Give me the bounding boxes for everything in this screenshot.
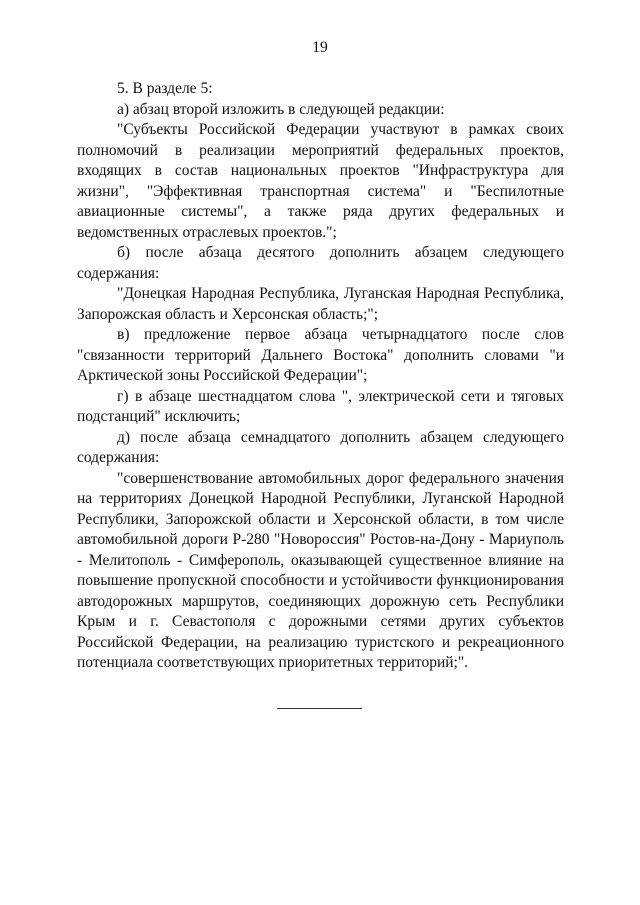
item-d: д) после абзаца семнадцатого дополнить абзацем следующего содержания: (77, 428, 564, 466)
item-v: в) предложение первое абзаца четырнадцатого после слов "связанности территорий Дальнего Востока" дополнить словами "и Арктической зоны Российской Федерации"; (77, 326, 564, 384)
item-d-text: "совершенствование автомобильных дорог федерального значения на территориях Донецкой Народной Республики, Луганской Народной Республики, Запорожской области и Херсонской области, в том числе автомобильной дороги Р-280 "Новороссия" Ростов-на-Дону - Мариуполь - Мелитополь - Симферополь, оказывающей существенное влияние на повышение пропускной способности и устойчивости функционирования автодорожных маршрутов, соединяющих дорожную сеть Республики Крым и г. Севастополя с дорожными сетями других субъектов Российской Федерации, на реализацию туристского и рекреационного потенциала соответствующих приоритетных территорий;". (77, 469, 564, 671)
section-heading: 5. В разделе 5: (117, 80, 213, 97)
closing-separator-line (277, 708, 362, 709)
document-body (77, 79, 564, 674)
item-a: а) абзац второй изложить в следующей редакции: (117, 100, 445, 118)
page-number: 19 (312, 39, 328, 56)
item-b-text: "Донецкая Народная Республика, Луганская Народная Республика, Запорожская область и Херсонская область;"; (77, 285, 564, 323)
item-b: б) после абзаца десятого дополнить абзацем следующего содержания: (77, 244, 564, 282)
item-a-text: "Субъекты Российской Федерации участвуют в рамках своих полномочий в реализации мероприятий федеральных проектов, входящих в состав национальных проектов "Инфраструктура для жизни", "Эффективная транспортная система" и "Беспилотные авиационные системы", а также ряда других федеральных и ведомственных отраслевых проектов."; (77, 121, 564, 241)
item-g: г) в абзаце шестнадцатом слова ", электрической сети и тяговых подстанций" исключить; (77, 387, 564, 425)
